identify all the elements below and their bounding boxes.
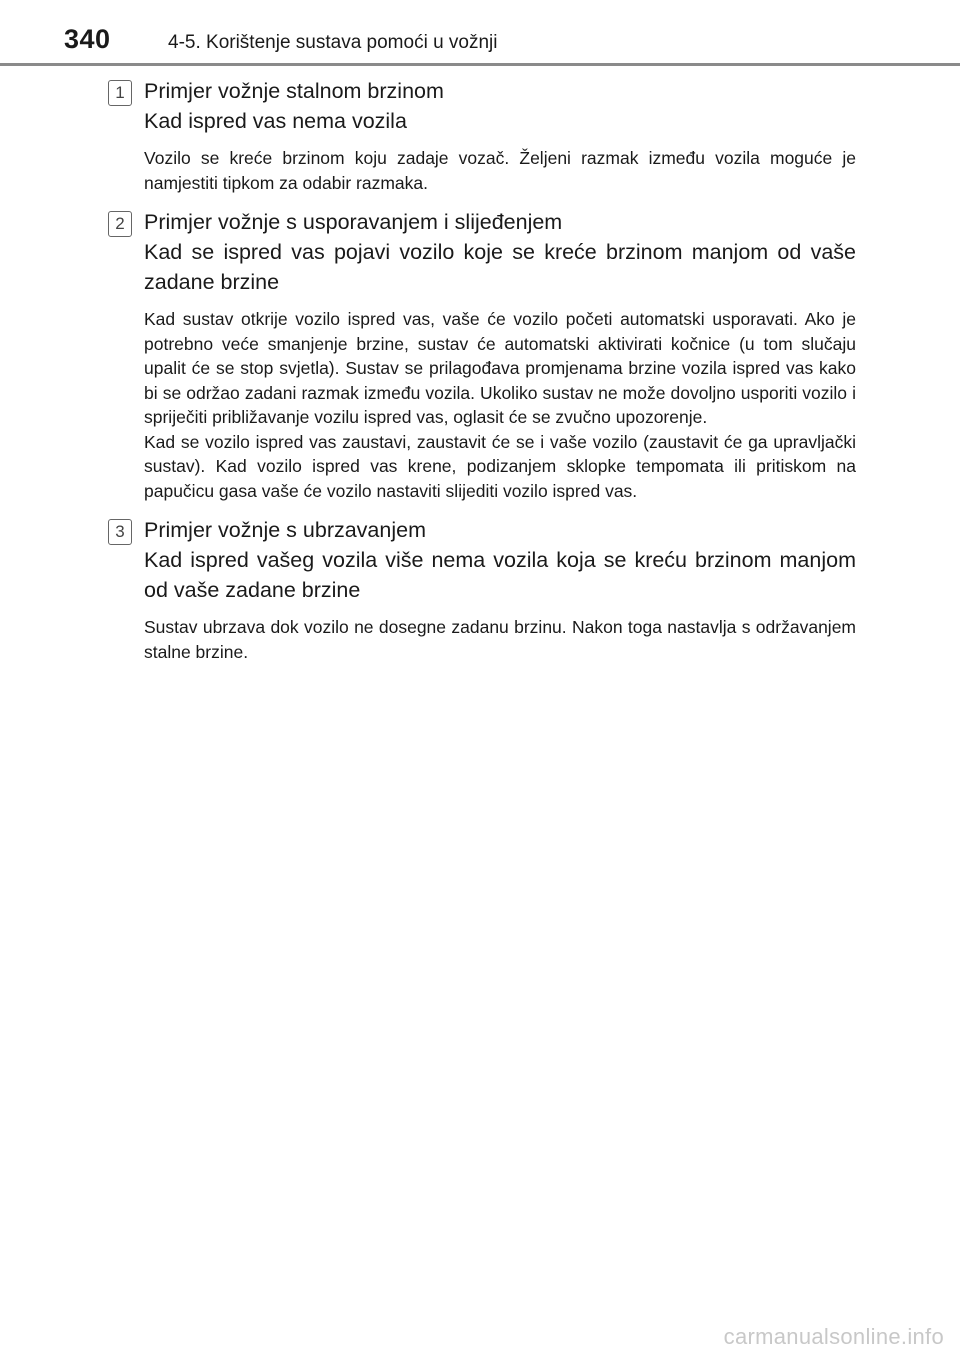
item-paragraph: Sustav ubrzava dok vozilo ne dosegne zadanu brzinu. Nakon toga nastavlja s održavanjem stalne brzine.: [144, 617, 856, 662]
list-item: [108, 515, 856, 664]
item-paragraph: Kad se vozilo ispred vas zaustavi, zaustavit će se i vaše vozilo (zaustavit će ga upravljački sustav). Kad vozilo ispred vas krene, podizanjem sklopke tempomata ili pritiskom na papučicu gasa vaše će vozilo nastaviti slijediti vozilo ispred vas.: [144, 431, 856, 501]
item-number-badge: 3: [108, 519, 132, 545]
header-divider: [0, 63, 960, 66]
section-title: 4-5. Korištenje sustava pomoći u vožnji: [168, 32, 498, 53]
item-heading-line: Kad ispred vas nema vozila: [144, 109, 407, 133]
item-heading-line: Kad se ispred vas pojavi vozilo koje se kreće brzinom manjom od vaše zadane brzine: [144, 240, 856, 294]
item-paragraph: Kad sustav otkrije vozilo ispred vas, vaše će vozilo početi automatski usporavati. Ako je potrebno veće smanjenje brzine, sustav će automatski aktivirati kočnice (u tom slučaju upalit će se stop svjetla). Sustav se prilagođava promjenama brzine vozila ispred vas kako bi se održao zadani razmak između vozila. Ukoliko sustav ne može dovoljno usporiti vozilo i spriječiti približavanje vozilu ispred vas, oglasit će se zvučno upozorenje.: [144, 309, 856, 427]
page-number: 340: [64, 24, 111, 54]
page-header: [0, 0, 960, 66]
watermark: carmanualsonline.info: [723, 1324, 944, 1349]
item-paragraph: Vozilo se kreće brzinom koju zadaje vozač. Željeni razmak između vozila moguće je namjestiti tipkom za odabir razmaka.: [144, 148, 856, 193]
item-number-badge: 1: [108, 80, 132, 106]
item-number-badge: 2: [108, 211, 132, 237]
page-content: [108, 76, 856, 664]
list-item: [108, 76, 856, 195]
list-item: [108, 207, 856, 503]
item-heading-line: Kad ispred vašeg vozila više nema vozila koja se kreću brzinom manjom od vaše zadane brzine: [144, 548, 856, 602]
item-heading-line: Primjer vožnje s usporavanjem i slijeđenjem: [144, 210, 563, 234]
item-heading-line: Primjer vožnje stalnom brzinom: [144, 79, 444, 103]
item-heading-line: Primjer vožnje s ubrzavanjem: [144, 518, 426, 542]
